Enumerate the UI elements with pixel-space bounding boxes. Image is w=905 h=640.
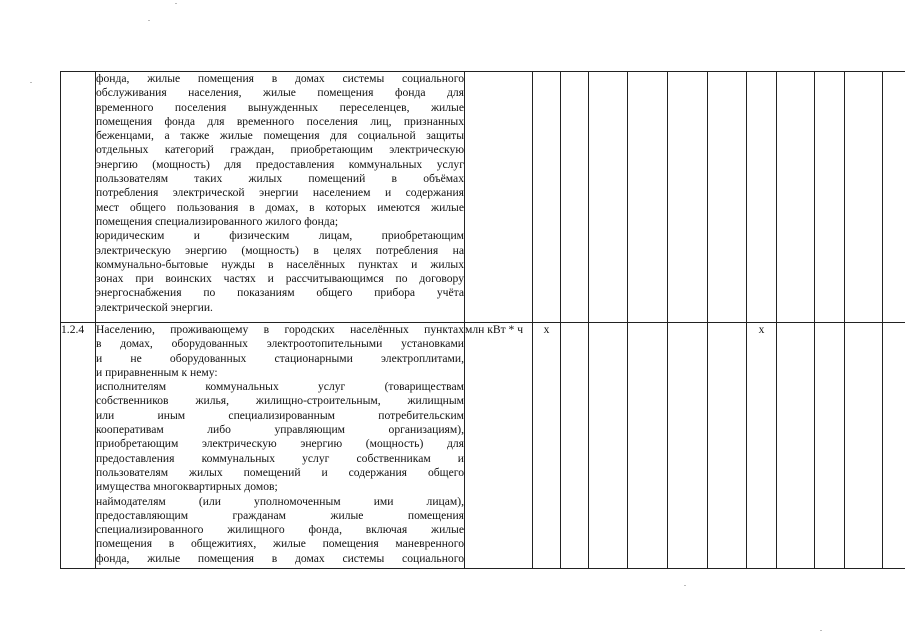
text-line: беженцами, а также жилые помещения для социальной защиты <box>96 129 464 143</box>
text-line: электрическую энергию (мощность) в целях потребления на <box>96 243 464 257</box>
text-line: юридическим и физическим лицам, приобретающим <box>96 229 464 243</box>
text-line: обслуживания населения, жилые помещения фонда для <box>96 86 464 100</box>
text-line: помещения фонда для временного поселения лиц, признанных <box>96 114 464 128</box>
text-line: приобретающим электрическую энергию (мощность) для <box>96 437 464 451</box>
scan-speck <box>148 20 150 21</box>
text-line: энергию (мощность) для предоставления коммунальных услуг <box>96 157 464 171</box>
table-row <box>61 72 905 323</box>
text-line: собственников жилья, жилищно-строительным, жилищным <box>96 394 464 408</box>
unit-cell <box>465 72 533 323</box>
value-cell <box>845 323 883 569</box>
text-line: электрической энергии. <box>96 300 213 314</box>
row-number: 1.2.4 <box>61 323 96 569</box>
value-cell <box>561 323 589 569</box>
row-description <box>96 323 465 569</box>
value-cell <box>668 323 708 569</box>
text-line: коммунально-бытовые нужды в населённых пунктах и жилых <box>96 257 464 271</box>
text-line: предоставления коммунальных услуг собственникам и <box>96 451 464 465</box>
value-cell <box>883 72 905 323</box>
value-cell <box>815 323 845 569</box>
value-cell <box>628 323 668 569</box>
row-description <box>96 72 465 323</box>
value-cell <box>668 72 708 323</box>
text-line: исполнителям коммунальных услуг (товариществам <box>96 380 464 394</box>
value-cell <box>845 72 883 323</box>
scan-speck <box>175 3 177 4</box>
scan-speck <box>820 630 822 631</box>
text-line: имущества многоквартирных домов; <box>96 480 278 494</box>
scan-speck <box>684 585 686 586</box>
value-cell <box>777 323 815 569</box>
text-line: предоставляющим гражданам жилые помещения <box>96 508 464 522</box>
value-cell <box>815 72 845 323</box>
text-line: помещения в общежитиях, жилые помещения маневренного <box>96 537 464 551</box>
value-cell <box>533 72 561 323</box>
scan-speck <box>30 82 32 83</box>
row-number <box>61 72 96 323</box>
text-line: отдельных категорий граждан, приобретающим электрическую <box>96 143 464 157</box>
text-line: энергоснабжения по показаниям общего прибора учёта <box>96 286 464 300</box>
text-line: временного поселения вынужденных переселенцев, жилые <box>96 100 464 114</box>
value-cell <box>589 323 628 569</box>
text-line: в домах, оборудованных электроотопительными установками <box>96 337 464 351</box>
value-cell <box>708 72 747 323</box>
text-line: фонда, жилые помещения в домах системы социального <box>96 72 464 85</box>
text-line: и не оборудованных стационарными электроплитами, <box>96 351 464 365</box>
text-line: пользователям жилых помещений и содержания общего <box>96 465 464 479</box>
value-cell: x <box>747 323 777 569</box>
text-line: специализированного жилищного фонда, включая жилые <box>96 523 464 537</box>
value-cell <box>883 323 905 569</box>
text-line: фонда, жилые помещения в домах системы социального <box>96 551 464 565</box>
value-cell <box>777 72 815 323</box>
value-cell: x <box>533 323 561 569</box>
value-cell <box>747 72 777 323</box>
table-row <box>61 323 905 569</box>
value-cell <box>589 72 628 323</box>
text-line: или иным специализированным потребительским <box>96 408 464 422</box>
value-cell <box>561 72 589 323</box>
value-cell <box>708 323 747 569</box>
text-line: Населению, проживающему в городских населённых пунктах <box>96 323 464 336</box>
text-line: мест общего пользования в домах, в которых имеются жилые <box>96 200 464 214</box>
text-line: наймодателям (или уполномоченным ими лицам), <box>96 494 464 508</box>
text-line: зонах при воинских частях и рассчитывающимся по договору <box>96 272 464 286</box>
text-line: пользователям таких жилых помещений в объёмах <box>96 172 464 186</box>
text-line: потребления электрической энергии населением и содержания <box>96 186 464 200</box>
text-line: помещения специализированного жилого фонда; <box>96 214 339 228</box>
tariff-table <box>60 71 905 569</box>
value-cell <box>628 72 668 323</box>
unit-cell: млн кВт * ч <box>465 323 533 569</box>
text-line: кооперативам либо управляющим организациям), <box>96 423 464 437</box>
text-line: и приравненным к нему: <box>96 365 218 379</box>
